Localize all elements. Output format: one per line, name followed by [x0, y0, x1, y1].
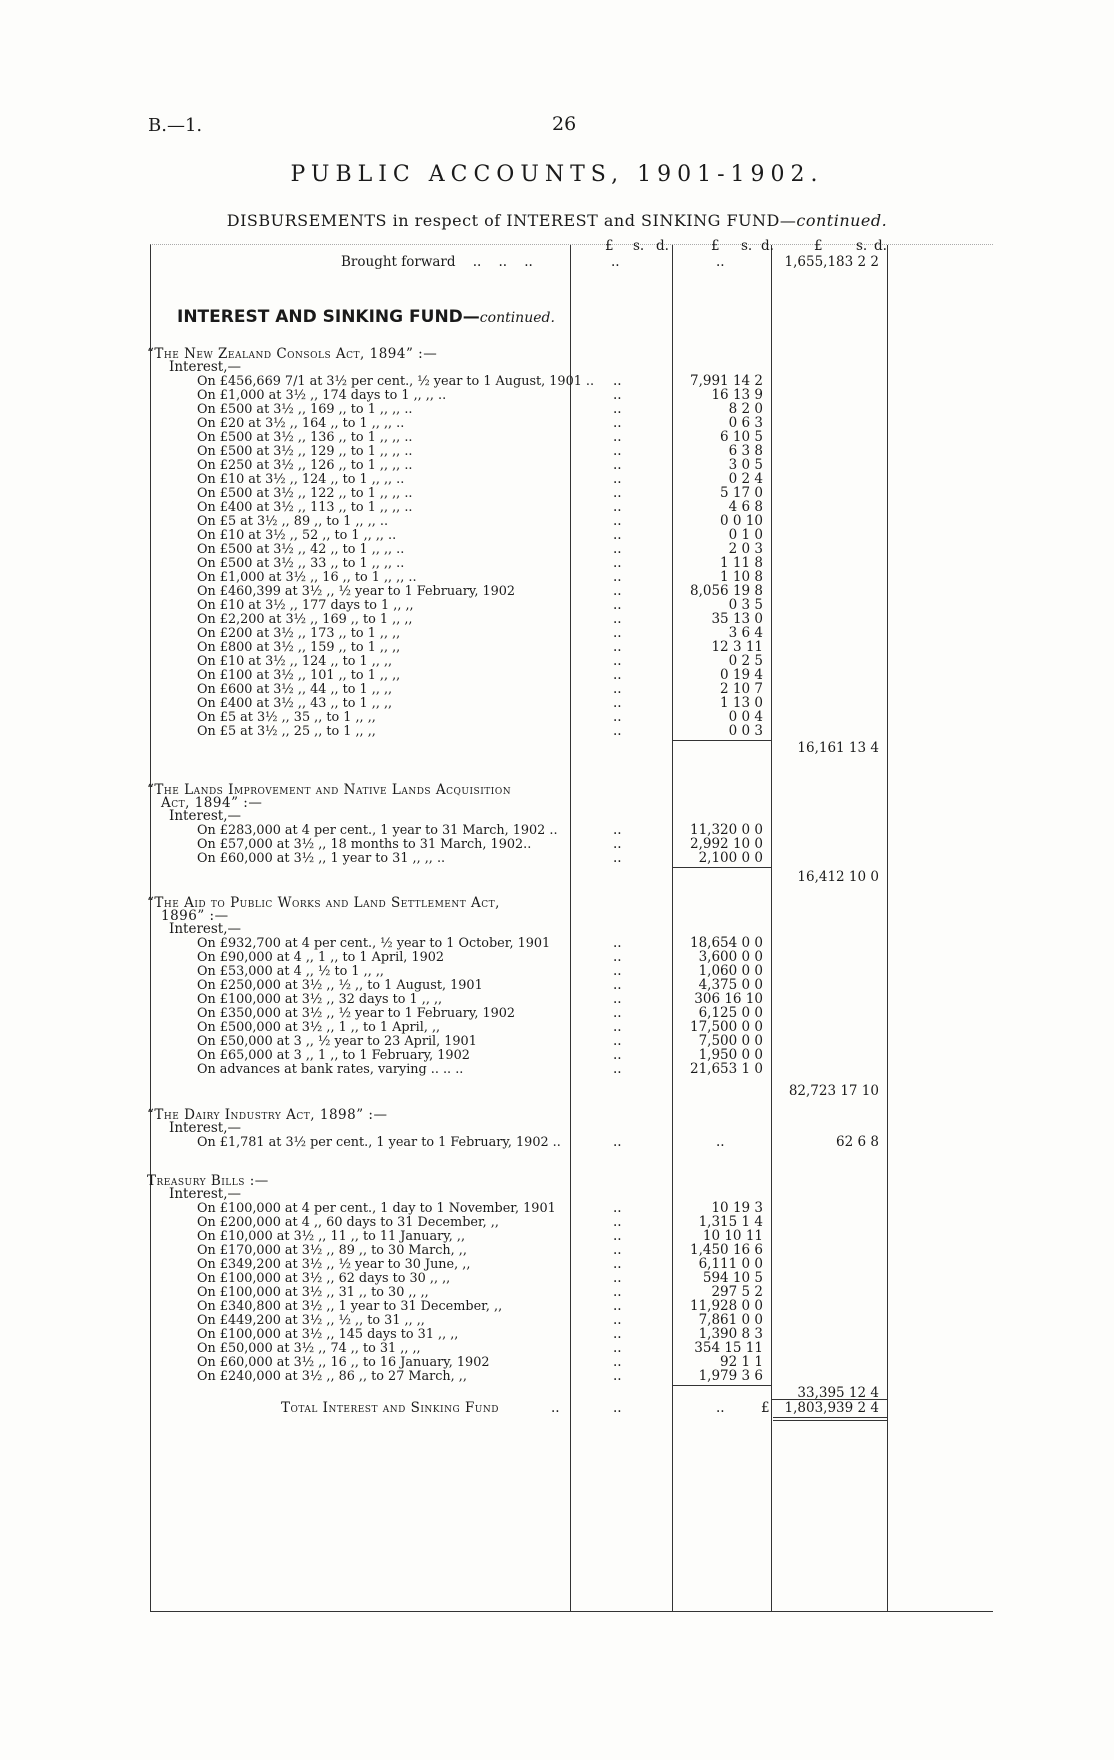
treasury-row-6-desc: On £100,000 at 3½ ,, 62 days to 30 ,, ,, — [197, 1271, 451, 1286]
consols-row-18-desc: On £2,200 at 3½ ,, 169 ,, to 1 ,, ,, — [197, 612, 413, 627]
dairy-row-col2: .. — [716, 1134, 725, 1150]
public-works-row-1-desc: On £932,700 at 4 per cent., ½ year to 1 October, 1901 — [197, 936, 551, 951]
consols-row-12-amount: 0 1 0 — [728, 527, 763, 543]
consols-row-1-desc: On £456,669 7/1 at 3½ per cent., ½ year to 1 August, 1901 .. — [197, 374, 595, 389]
public-works-row-4-amount: 4,375 0 0 — [698, 977, 763, 993]
grand-total-dots: .. — [551, 1400, 560, 1416]
consols-row-11-amount: 0 0 10 — [720, 513, 763, 529]
dairy-total: 62 6 8 — [836, 1134, 879, 1150]
consols-row-10-col1: .. — [613, 499, 622, 515]
consols-row-2-desc: On £1,000 at 3½ ,, 174 days to 1 ,, ,, .. — [197, 388, 447, 403]
lands-row-3-desc: On £60,000 at 3½ ,, 1 year to 31 ,, ,, .. — [197, 851, 446, 866]
col3-pound-header: £ — [814, 238, 823, 254]
col2-d-header: d. — [761, 238, 774, 254]
treasury-row-4-desc: On £170,000 at 3½ ,, 89 ,, to 30 March, ,, — [197, 1243, 467, 1258]
public-works-row-6-desc: On £350,000 at 3½ ,, ½ year to 1 February, 1902 — [197, 1006, 516, 1021]
lands-total: 16,412 10 0 — [797, 869, 879, 885]
treasury-row-9-amount: 7,861 0 0 — [698, 1312, 763, 1328]
consols-row-4-col1: .. — [613, 415, 622, 431]
treasury-row-13-amount: 1,979 3 6 — [698, 1368, 763, 1384]
treasury-row-10-amount: 1,390 8 3 — [698, 1326, 763, 1342]
treasury-row-2-desc: On £200,000 at 4 ,, 60 days to 31 December, ,, — [197, 1215, 499, 1230]
public-works-row-5-col1: .. — [613, 991, 622, 1007]
lands-row-2-amount: 2,992 10 0 — [690, 836, 763, 852]
public-works-row-10-col1: .. — [613, 1061, 622, 1077]
public-works-row-5-amount: 306 16 10 — [694, 991, 763, 1007]
public-works-row-9-col1: .. — [613, 1047, 622, 1063]
consols-row-10-amount: 4 6 8 — [728, 499, 763, 515]
treasury-row-9-desc: On £449,200 at 3½ ,, ½ ,, to 31 ,, ,, — [197, 1313, 425, 1328]
consols-row-25-amount: 0 0 4 — [728, 709, 763, 725]
treasury-row-8-amount: 11,928 0 0 — [690, 1298, 763, 1314]
grand-total-rule-1 — [773, 1417, 887, 1418]
grand-total-currency: £ — [761, 1400, 770, 1416]
consols-row-1-amount: 7,991 14 2 — [690, 373, 763, 389]
treasury-row-12-col1: .. — [613, 1354, 622, 1370]
consols-row-13-amount: 2 0 3 — [728, 541, 763, 557]
public-works-title-2: 1896” :— — [161, 908, 229, 924]
treasury-subtotal-rule — [673, 1385, 771, 1386]
treasury-row-13-col1: .. — [613, 1368, 622, 1384]
lands-row-3-amount: 2,100 0 0 — [698, 850, 763, 866]
treasury-row-3-amount: 10 10 11 — [702, 1228, 763, 1244]
col2-s-header: s. — [741, 238, 753, 254]
treasury-title-1: Treasury Bills :— — [147, 1173, 269, 1189]
consols-row-21-amount: 0 2 5 — [728, 653, 763, 669]
column-divider-4 — [887, 245, 888, 1611]
consols-row-10-desc: On £400 at 3½ ,, 113 ,, to 1 ,, ,, .. — [197, 500, 413, 515]
public-works-row-8-amount: 7,500 0 0 — [698, 1033, 763, 1049]
consols-row-9-amount: 5 17 0 — [720, 485, 763, 501]
column-divider-3 — [771, 245, 772, 1611]
consols-row-7-desc: On £250 at 3½ ,, 126 ,, to 1 ,, ,, .. — [197, 458, 413, 473]
consols-row-6-desc: On £500 at 3½ ,, 129 ,, to 1 ,, ,, .. — [197, 444, 413, 459]
page-number: 26 — [552, 113, 577, 135]
public-works-row-9-amount: 1,950 0 0 — [698, 1047, 763, 1063]
consols-row-14-desc: On £500 at 3½ ,, 33 ,, to 1 ,, ,, .. — [197, 556, 405, 571]
consols-row-23-col1: .. — [613, 681, 622, 697]
consols-row-3-col1: .. — [613, 401, 622, 417]
consols-row-16-amount: 8,056 19 8 — [690, 583, 763, 599]
consols-row-26-amount: 0 0 3 — [728, 723, 763, 739]
consols-row-4-desc: On £20 at 3½ ,, 164 ,, to 1 ,, ,, .. — [197, 416, 405, 431]
treasury-row-11-col1: .. — [613, 1340, 622, 1356]
treasury-row-11-amount: 354 15 11 — [694, 1340, 763, 1356]
grand-total-top-rule — [771, 1399, 887, 1400]
consols-row-8-col1: .. — [613, 471, 622, 487]
lands-row-1-desc: On £283,000 at 4 per cent., 1 year to 31 March, 1902 .. — [197, 823, 558, 838]
public-works-row-7-amount: 17,500 0 0 — [690, 1019, 763, 1035]
treasury-row-7-col1: .. — [613, 1284, 622, 1300]
treasury-row-13-desc: On £240,000 at 3½ ,, 86 ,, to 27 March, ,, — [197, 1369, 467, 1384]
treasury-row-7-desc: On £100,000 at 3½ ,, 31 ,, to 30 ,, ,, — [197, 1285, 429, 1300]
dairy-interest: Interest,— — [169, 1120, 242, 1136]
consols-row-21-col1: .. — [613, 653, 622, 669]
consols-row-6-col1: .. — [613, 443, 622, 459]
treasury-row-11-desc: On £50,000 at 3½ ,, 74 ,, to 31 ,, ,, — [197, 1341, 421, 1356]
consols-row-11-desc: On £5 at 3½ ,, 89 ,, to 1 ,, ,, .. — [197, 514, 389, 529]
consols-row-2-col1: .. — [613, 387, 622, 403]
consols-row-4-amount: 0 6 3 — [728, 415, 763, 431]
consols-row-18-amount: 35 13 0 — [711, 611, 763, 627]
consols-row-24-col1: .. — [613, 695, 622, 711]
public-works-row-1-col1: .. — [613, 935, 622, 951]
treasury-row-8-desc: On £340,800 at 3½ ,, 1 year to 31 December, ,, — [197, 1299, 503, 1314]
treasury-interest: Interest,— — [169, 1186, 242, 1202]
grand-total-col2: .. — [716, 1400, 725, 1416]
treasury-row-6-col1: .. — [613, 1270, 622, 1286]
treasury-row-12-desc: On £60,000 at 3½ ,, 16 ,, to 16 January, 1902 — [197, 1355, 490, 1370]
consols-row-20-col1: .. — [613, 639, 622, 655]
treasury-row-10-desc: On £100,000 at 3½ ,, 145 days to 31 ,, ,, — [197, 1327, 459, 1342]
consols-row-15-col1: .. — [613, 569, 622, 585]
accounts-table — [147, 238, 993, 1612]
consols-row-9-col1: .. — [613, 485, 622, 501]
treasury-row-4-amount: 1,450 16 6 — [690, 1242, 763, 1258]
treasury-row-5-desc: On £349,200 at 3½ ,, ½ year to 30 June, ,, — [197, 1257, 471, 1272]
public-works-row-7-desc: On £500,000 at 3½ ,, 1 ,, to 1 April, ,, — [197, 1020, 441, 1035]
public-works-row-3-col1: .. — [613, 963, 622, 979]
public-works-row-8-desc: On £50,000 at 3 ,, ½ year to 23 April, 1901 — [197, 1034, 477, 1049]
consols-row-25-desc: On £5 at 3½ ,, 35 ,, to 1 ,, ,, — [197, 710, 376, 725]
consols-row-19-amount: 3 6 4 — [728, 625, 763, 641]
consols-row-17-desc: On £10 at 3½ ,, 177 days to 1 ,, ,, — [197, 598, 414, 613]
consols-row-3-desc: On £500 at 3½ ,, 169 ,, to 1 ,, ,, .. — [197, 402, 413, 417]
consols-row-26-col1: .. — [613, 723, 622, 739]
brought-forward-total: 1,655,183 2 2 — [784, 254, 879, 270]
public-works-row-2-desc: On £90,000 at 4 ,, 1 ,, to 1 April, 1902 — [197, 950, 445, 965]
lands-row-1-col1: .. — [613, 822, 622, 838]
brought-forward-col2: .. — [716, 254, 725, 270]
grand-total-value: 1,803,939 2 4 — [784, 1400, 879, 1416]
lands-row-2-col1: .. — [613, 836, 622, 852]
consols-row-7-amount: 3 0 5 — [728, 457, 763, 473]
treasury-row-4-col1: .. — [613, 1242, 622, 1258]
lands-row-3-col1: .. — [613, 850, 622, 866]
consols-row-23-amount: 2 10 7 — [720, 681, 763, 697]
consols-row-22-desc: On £100 at 3½ ,, 101 ,, to 1 ,, ,, — [197, 668, 401, 683]
subtitle-italic: continued. — [796, 211, 888, 230]
consols-row-8-desc: On £10 at 3½ ,, 124 ,, to 1 ,, ,, .. — [197, 472, 405, 487]
consols-row-21-desc: On £10 at 3½ ,, 124 ,, to 1 ,, ,, — [197, 654, 393, 669]
page-subtitle — [0, 211, 1114, 230]
treasury-row-3-desc: On £10,000 at 3½ ,, 11 ,, to 11 January, ,, — [197, 1229, 466, 1244]
dairy-row-col1: .. — [613, 1134, 622, 1150]
consols-row-5-amount: 6 10 5 — [720, 429, 763, 445]
consols-row-9-desc: On £500 at 3½ ,, 122 ,, to 1 ,, ,, .. — [197, 486, 413, 501]
treasury-row-3-col1: .. — [613, 1228, 622, 1244]
consols-row-13-col1: .. — [613, 541, 622, 557]
brought-forward-label: Brought forward .. .. .. — [341, 254, 533, 270]
col3-s-header: s. — [856, 238, 868, 254]
consols-row-2-amount: 16 13 9 — [711, 387, 763, 403]
consols-row-25-col1: .. — [613, 709, 622, 725]
grand-total-rule-2 — [773, 1420, 887, 1421]
consols-row-14-amount: 1 11 8 — [720, 555, 763, 571]
public-works-row-9-desc: On £65,000 at 3 ,, 1 ,, to 1 February, 1902 — [197, 1048, 470, 1063]
public-works-row-5-desc: On £100,000 at 3½ ,, 32 days to 1 ,, ,, — [197, 992, 443, 1007]
public-works-row-4-col1: .. — [613, 977, 622, 993]
consols-row-7-col1: .. — [613, 457, 622, 473]
col1-pound-header: £ — [605, 238, 614, 254]
public-works-row-3-amount: 1,060 0 0 — [698, 963, 763, 979]
consols-row-12-col1: .. — [613, 527, 622, 543]
col3-d-header: d. — [874, 238, 887, 254]
grand-total-col1: .. — [613, 1400, 622, 1416]
lands-interest: Interest,— — [169, 808, 242, 824]
treasury-row-6-amount: 594 10 5 — [702, 1270, 763, 1286]
public-works-row-10-amount: 21,653 1 0 — [690, 1061, 763, 1077]
public-works-row-2-col1: .. — [613, 949, 622, 965]
public-works-interest: Interest,— — [169, 921, 242, 937]
public-works-title-1: “The Aid to Public Works and Land Settlement Act, — [147, 895, 500, 911]
consols-row-19-col1: .. — [613, 625, 622, 641]
dairy-title: “The Dairy Industry Act, 1898” :— — [147, 1107, 388, 1123]
page-title: PUBLIC ACCOUNTS, 1901-1902. — [290, 162, 824, 187]
col2-pound-header: £ — [711, 238, 720, 254]
public-works-row-3-desc: On £53,000 at 4 ,, ½ to 1 ,, ,, — [197, 964, 384, 979]
consols-row-13-desc: On £500 at 3½ ,, 42 ,, to 1 ,, ,, .. — [197, 542, 405, 557]
public-works-total: 82,723 17 10 — [788, 1083, 879, 1099]
public-works-row-1-amount: 18,654 0 0 — [690, 935, 763, 951]
consols-row-15-desc: On £1,000 at 3½ ,, 16 ,, to 1 ,, ,, .. — [197, 570, 417, 585]
public-works-row-2-amount: 3,600 0 0 — [698, 949, 763, 965]
consols-row-24-amount: 1 13 0 — [720, 695, 763, 711]
public-works-row-6-col1: .. — [613, 1005, 622, 1021]
consols-row-26-desc: On £5 at 3½ ,, 25 ,, to 1 ,, ,, — [197, 724, 376, 739]
lands-title-1: “The Lands Improvement and Native Lands Acquisition — [147, 782, 512, 798]
consols-row-14-col1: .. — [613, 555, 622, 571]
treasury-row-2-col1: .. — [613, 1214, 622, 1230]
consols-row-24-desc: On £400 at 3½ ,, 43 ,, to 1 ,, ,, — [197, 696, 393, 711]
treasury-row-1-amount: 10 19 3 — [711, 1200, 763, 1216]
consols-row-8-amount: 0 2 4 — [728, 471, 763, 487]
public-works-row-8-col1: .. — [613, 1033, 622, 1049]
consols-row-3-amount: 8 2 0 — [728, 401, 763, 417]
consols-interest: Interest,— — [169, 359, 242, 375]
public-works-row-6-amount: 6,125 0 0 — [698, 1005, 763, 1021]
lands-row-2-desc: On £57,000 at 3½ ,, 18 months to 31 March, 1902.. — [197, 837, 532, 852]
column-divider-2 — [672, 245, 673, 1611]
consols-row-20-amount: 12 3 11 — [711, 639, 763, 655]
col1-d-header: d. — [656, 238, 669, 254]
consols-row-20-desc: On £800 at 3½ ,, 159 ,, to 1 ,, ,, — [197, 640, 401, 655]
consols-row-5-desc: On £500 at 3½ ,, 136 ,, to 1 ,, ,, .. — [197, 430, 413, 445]
treasury-row-1-col1: .. — [613, 1200, 622, 1216]
section-heading: INTEREST AND SINKING FUND—continued. — [177, 307, 555, 327]
consols-row-5-col1: .. — [613, 429, 622, 445]
treasury-row-2-amount: 1,315 1 4 — [698, 1214, 763, 1230]
treasury-row-10-col1: .. — [613, 1326, 622, 1342]
consols-row-16-desc: On £460,399 at 3½ ,, ½ year to 1 February, 1902 — [197, 584, 516, 599]
consols-row-22-col1: .. — [613, 667, 622, 683]
col1-s-header: s. — [633, 238, 645, 254]
grand-total-label: Total Interest and Sinking Fund — [281, 1400, 499, 1416]
consols-total: 16,161 13 4 — [797, 740, 879, 756]
treasury-total: 33,395 12 4 — [797, 1385, 879, 1401]
treasury-row-1-desc: On £100,000 at 4 per cent., 1 day to 1 November, 1901 — [197, 1201, 556, 1216]
column-divider-1 — [570, 245, 571, 1611]
lands-title-2: Act, 1894” :— — [161, 795, 263, 811]
consols-row-12-desc: On £10 at 3½ ,, 52 ,, to 1 ,, ,, .. — [197, 528, 397, 543]
treasury-row-12-amount: 92 1 1 — [720, 1354, 763, 1370]
lands-subtotal-rule — [673, 867, 771, 868]
lands-row-1-amount: 11,320 0 0 — [690, 822, 763, 838]
consols-row-16-col1: .. — [613, 583, 622, 599]
public-works-row-7-col1: .. — [613, 1019, 622, 1035]
consols-row-18-col1: .. — [613, 611, 622, 627]
document-code: B.—1. — [148, 115, 203, 136]
brought-forward-col1: .. — [611, 254, 620, 270]
consols-row-11-col1: .. — [613, 513, 622, 529]
dairy-row-desc: On £1,781 at 3½ per cent., 1 year to 1 February, 1902 .. — [197, 1135, 561, 1150]
public-works-row-4-desc: On £250,000 at 3½ ,, ½ ,, to 1 August, 1901 — [197, 978, 483, 993]
consols-row-17-amount: 0 3 5 — [728, 597, 763, 613]
subtitle-main: DISBURSEMENTS in respect of INTEREST and SINKING FUND— — [226, 211, 797, 230]
consols-row-19-desc: On £200 at 3½ ,, 173 ,, to 1 ,, ,, — [197, 626, 401, 641]
consols-row-1-col1: .. — [613, 373, 622, 389]
consols-row-17-col1: .. — [613, 597, 622, 613]
treasury-row-7-amount: 297 5 2 — [711, 1284, 763, 1300]
treasury-row-8-col1: .. — [613, 1298, 622, 1314]
consols-row-6-amount: 6 3 8 — [728, 443, 763, 459]
treasury-row-9-col1: .. — [613, 1312, 622, 1328]
treasury-row-5-amount: 6,111 0 0 — [698, 1256, 763, 1272]
consols-title-1: “The New Zealand Consols Act, 1894” :— — [147, 346, 438, 362]
public-works-row-10-desc: On advances at bank rates, varying .. .. .. — [197, 1062, 464, 1077]
consols-subtotal-rule — [673, 740, 771, 741]
consols-row-23-desc: On £600 at 3½ ,, 44 ,, to 1 ,, ,, — [197, 682, 393, 697]
treasury-row-5-col1: .. — [613, 1256, 622, 1272]
consols-row-22-amount: 0 19 4 — [720, 667, 763, 683]
consols-row-15-amount: 1 10 8 — [720, 569, 763, 585]
